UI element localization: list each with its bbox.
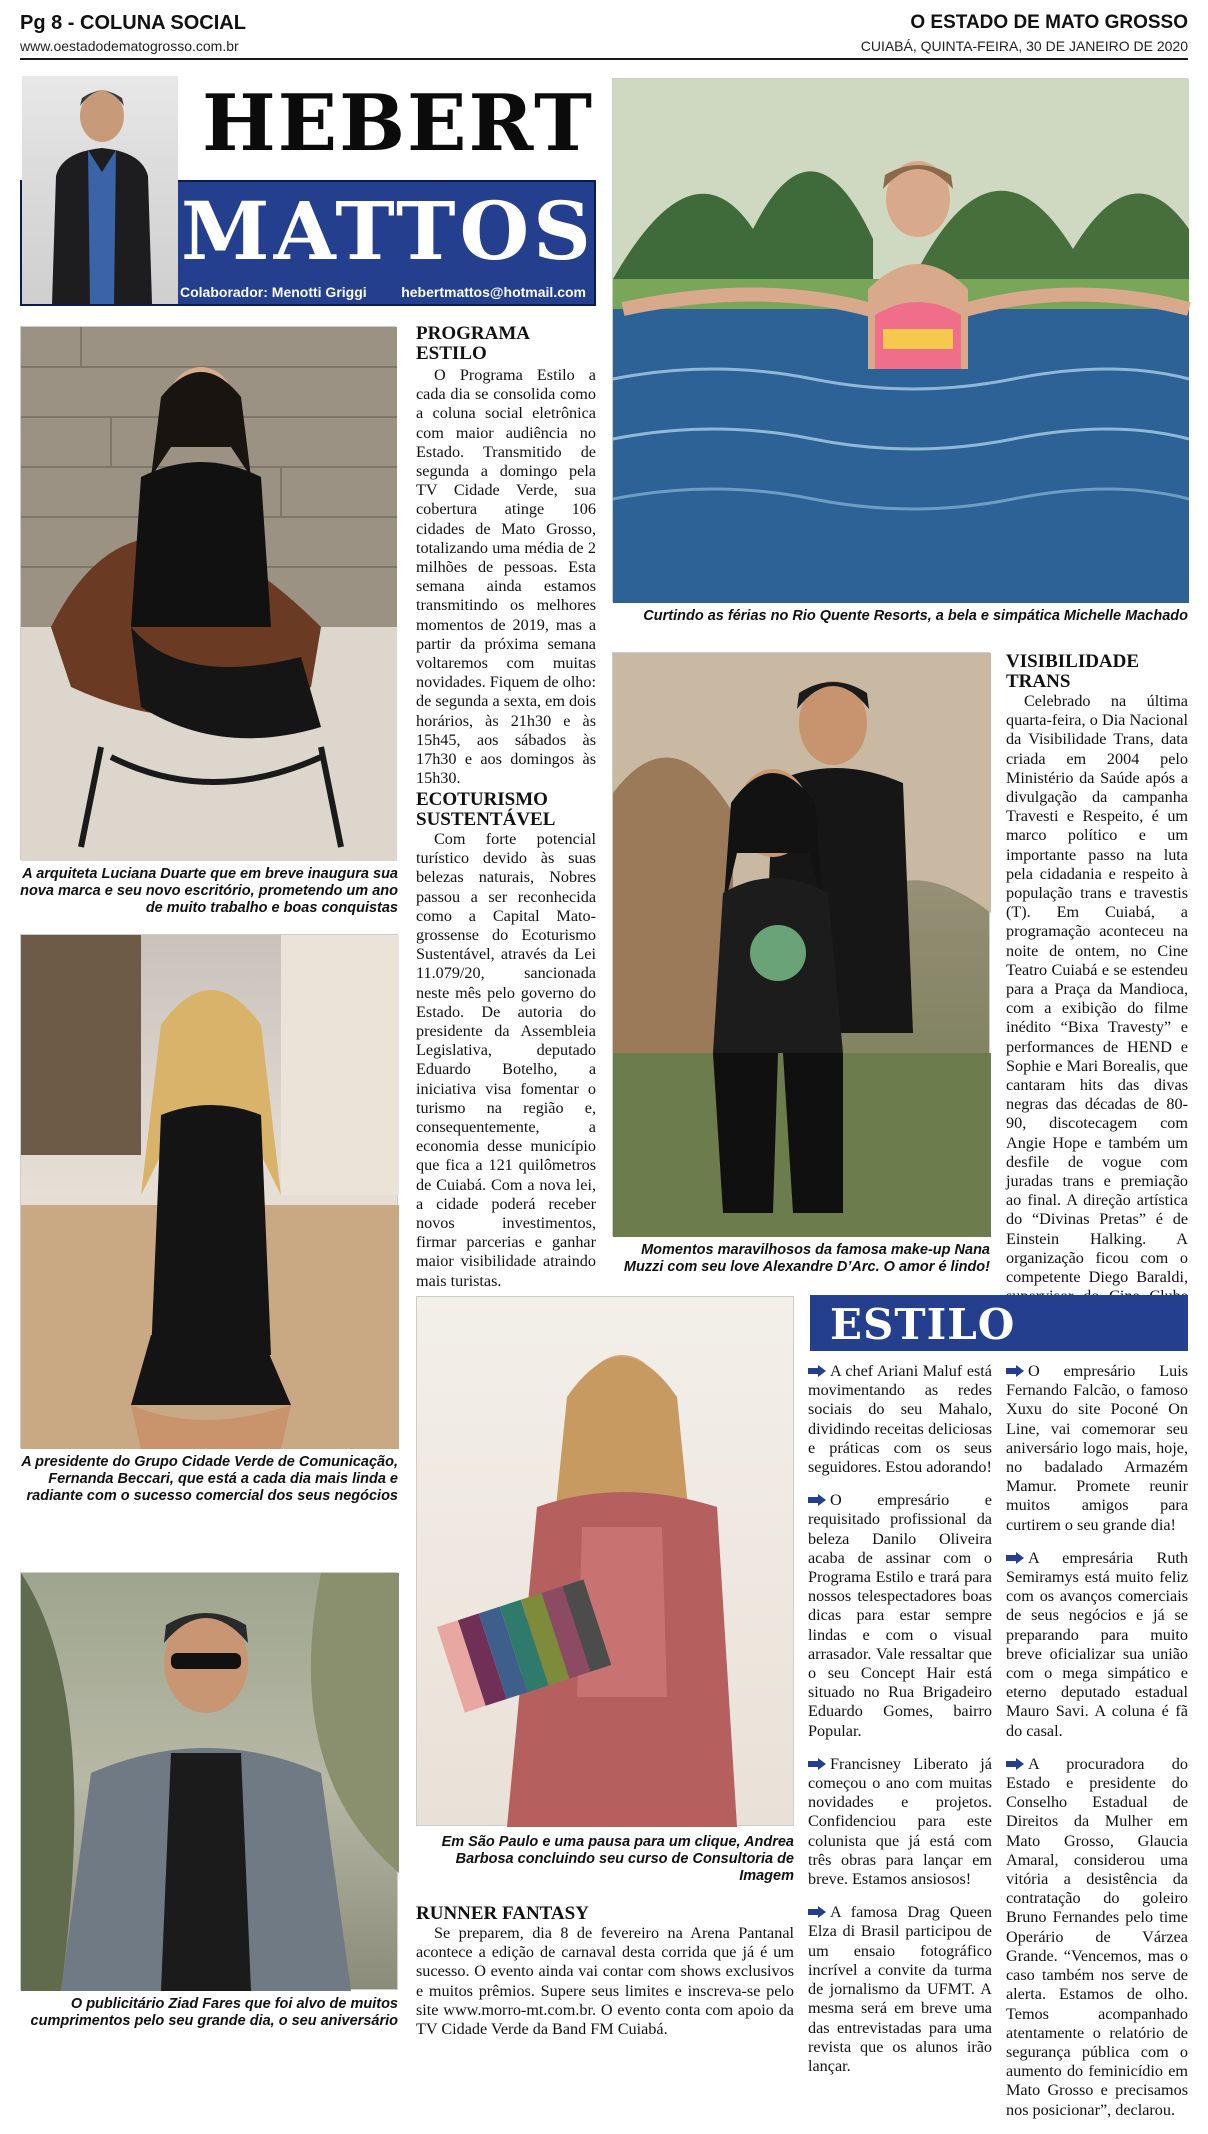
- caption-fernanda: A presidente do Grupo Cidade Verde de Comunicação, Fernanda Beccari, que está a cada dia mais linda e radiante com o sucesso comercial dos seus negócios: [21, 1454, 398, 1504]
- estilo-note: O empresário e requisitado profissional da beleza Danilo Oliveira acaba de assinar com o Programa Estilo e trará para nossos telespectadores boas dicas para estar sempre lindas e com o visual arrasador. Vale ressaltar que o seu Concept Hair está situado no Rua Brigadeiro Eduardo Gomes, bairro Popular.: [808, 1491, 992, 1740]
- caption-luciana: A arquiteta Luciana Duarte que em breve inaugura sua nova marca e seu novo escritório, prometendo um ano de muito trabalho e boas conquistas: [20, 866, 398, 916]
- page-number: Pg 8: [20, 12, 63, 34]
- pool-scene-icon: [613, 79, 1189, 603]
- header-rule: [20, 58, 1188, 60]
- woman-scene-icon: [21, 935, 399, 1449]
- arrow-right-icon: [808, 1906, 826, 1918]
- section-name: COLUNA SOCIAL: [80, 12, 246, 34]
- arrow-right-icon: [808, 1365, 826, 1377]
- woman-palette-icon: [417, 1297, 795, 1827]
- chair-scene-icon: [21, 327, 397, 861]
- section-text-programa: O Programa Estilo a cada dia se consolida como a coluna social eletrônica com maior audiência no Estado. Transmitido de segunda a domingo pela TV Cidade Verde, sua cobertura atinge 106 cidades de Mato Grosso, totalizando uma média de 2 milhões de pessoas. Esta semana ainda estamos transmitindo os melhores momentos de 2019, mas a partir da próxima semana voltaremos com muitas novidades. Fiquem de olho: de segunda a sexta, em dois horários, às 21h30 e às 15h45, aos sábados às 17h30 e aos domingos às 15h30.: [416, 366, 596, 788]
- couple-scene-icon: [613, 653, 991, 1237]
- columnist-email: hebertmattos@hotmail.com: [401, 284, 586, 300]
- photo-michelle-pool: [612, 78, 1188, 602]
- arrow-right-icon: [1006, 1552, 1024, 1564]
- issue-date: CUIABÁ, QUINTA-FEIRA, 30 DE JANEIRO DE 2020: [860, 38, 1188, 54]
- section-title-programa: PROGRAMA ESTILO: [416, 323, 529, 364]
- page-section-label: Pg 8 - COLUNA SOCIAL: [20, 12, 246, 34]
- section-text-visibilidade: Celebrado na última quarta-feira, o Dia Nacional da Visibilidade Trans, data criada em 2004 pelo Ministério da Saúde após a divulgação da campanha Travesti e Respeito, é um marco político e um importante passo na luta pela cidadania e respeito à população trans e travestis (T). Em Cuiabá, a programação aconteceu na noite de ontem, no Cine Teatro Cuiabá e se estendeu para a Praça da Mandioca, com a exibição do filme inédito “Bixa Travesty” e performances de HEND e Sophie e Mari Borealis, que cantaram hits das divas negras das décadas de 80-90, discotecagem com Angie Hope e também um desfile de vogue com juradas trans e premiação ao final. A direção artística do “Divinas Pretas” é de Einstein Halking. A organização ficou com o competente Diego Baraldi,: [1006, 692, 1188, 1287]
- arrow-right-icon: [808, 1494, 826, 1506]
- arrow-right-icon: [808, 1758, 826, 1770]
- photo-luciana-chair: [20, 326, 396, 860]
- section-title-visibilidade: VISIBILIDADE TRANS: [1006, 651, 1140, 692]
- estilo-column-right: [1006, 1362, 1188, 2134]
- man-portrait-icon: [21, 1573, 399, 1991]
- caption-michelle: Curtindo as férias no Rio Quente Resorts, a bela e simpática Michelle Machado: [643, 608, 1188, 624]
- estilo-column-left: [808, 1362, 992, 2090]
- photo-andrea: [416, 1296, 794, 1826]
- newspaper-name: O ESTADO DE MATO GROSSO: [910, 12, 1188, 33]
- caption-ziad: O publicitário Ziad Fares que foi alvo de muitos cumprimentos pelo seu grande dia, o seu aniversário: [30, 1996, 398, 2029]
- photo-nana-alexandre: [612, 652, 990, 1236]
- collaborator-credit: Colaborador: Menotti Griggi: [180, 284, 367, 300]
- arrow-right-icon: [1006, 1365, 1024, 1377]
- estilo-note: A procuradora do Estado e presidente do Conselho Estadual de Direitos da Mulher em Mato Grosso, Glaucia Amaral, considerou uma vitória a desistência da contratação do goleiro Bruno Fernandes pelo time Operário de Várzea Grande. “Vencemos, mas o caso também nos serve de alerta. Estamos de olho. Temos acompanhado atentamente o relatório de segurança pública com o aumento do feminicídio em Mato Grosso e precisamos nos posicionar”, declarou.: [1006, 1754, 1188, 2119]
- section-text-ecoturismo: Com forte potencial turístico devido às suas belezas naturais, Nobres passou a ser reconhecida como a Capital Mato-grossense do Ecoturismo Sustentável, através da Lei 11.079/20, sancionada neste mês pelo governo do Estado. De autoria do presidente da Assembleia Legislativa, deputado Eduardo Botelho, a iniciativa visa fomentar o turismo na região e, consequentemente, a economia desse município que fica a 121 quilômetros de Cuiabá. Com a nova lei, a cidade poderá receber novos investimentos, firmar parcerias e ganhar maior visibilidade atraindo mais turistas.: [416, 830, 596, 1290]
- estilo-note: A famosa Drag Queen Elza di Brasil participou de um ensaio fotográfico incrível a convite da turma de jornalismo da UFMT. A mesma será em breve uma das entrevistadas para uma revista que os alunos irão lançar.: [808, 1903, 992, 2075]
- estilo-note: O empresário Luis Fernando Falcão, o famoso Xuxu do site Poconé On Line, vai comemorar seu aniversário logo mais, hoje, no badalado Armazém Mamur. Promete reunir muitos amigos para curtirem o seu grande dia!: [1006, 1362, 1188, 1534]
- photo-fernanda: [20, 934, 398, 1448]
- estilo-title: ESTILO: [830, 1300, 1016, 1349]
- site-url: www.oestadodematogrosso.com.br: [20, 38, 239, 54]
- photo-ziad: [20, 1572, 398, 1990]
- section-text-runner: Se preparem, dia 8 de fevereiro na Arena Pantanal acontece a edição de carnaval desta corrida que já é um sucesso. O evento ainda vai contar com shows exclusivos e muitos prêmios. Supere seus limites e inscreva-se pelo site www.morro-mt.com.br. O evento conta com apoio da TV Cidade Verde da Band FM Cuiabá.: [416, 1924, 794, 2039]
- column-title-last: MATTOS: [181, 184, 595, 278]
- column-title-first: HEBERT: [201, 78, 595, 169]
- caption-andrea: Em São Paulo e uma pausa para um clique, Andrea Barbosa concluindo seu curso de Consultoria de Imagem: [441, 1834, 794, 1884]
- estilo-note: A chef Ariani Maluf está movimentando as redes sociais do seu Mahalo, dividindo receitas deliciosas e práticas com os seus seguidores. Estou adorando!: [808, 1362, 992, 1477]
- section-title-ecoturismo: ECOTURISMO SUSTENTÁVEL: [416, 789, 556, 830]
- estilo-note: A empresária Ruth Semiramys está muito feliz com os avanços comerciais de seus negócios e já se preparando para muito breve oficializar sua união com o mega simpático e eterno deputado estadual Mauro Savi. A coluna é fã do casal.: [1006, 1548, 1188, 1740]
- caption-nana: Momentos maravilhosos da famosa make-up Nana Muzzi com seu love Alexandre D’Arc. O amor é lindo!: [623, 1242, 990, 1275]
- columnist-figure-icon: [22, 76, 178, 304]
- estilo-note: Francisney Liberato já começou o ano com muitas novidades e projetos. Confidenciou para este colunista que já está com três obras para lançar em breve. Estamos ansiosos!: [808, 1754, 992, 1889]
- columnist-photo: [22, 76, 178, 304]
- arrow-right-icon: [1006, 1758, 1024, 1770]
- section-title-runner: RUNNER FANTASY: [416, 1903, 589, 1924]
